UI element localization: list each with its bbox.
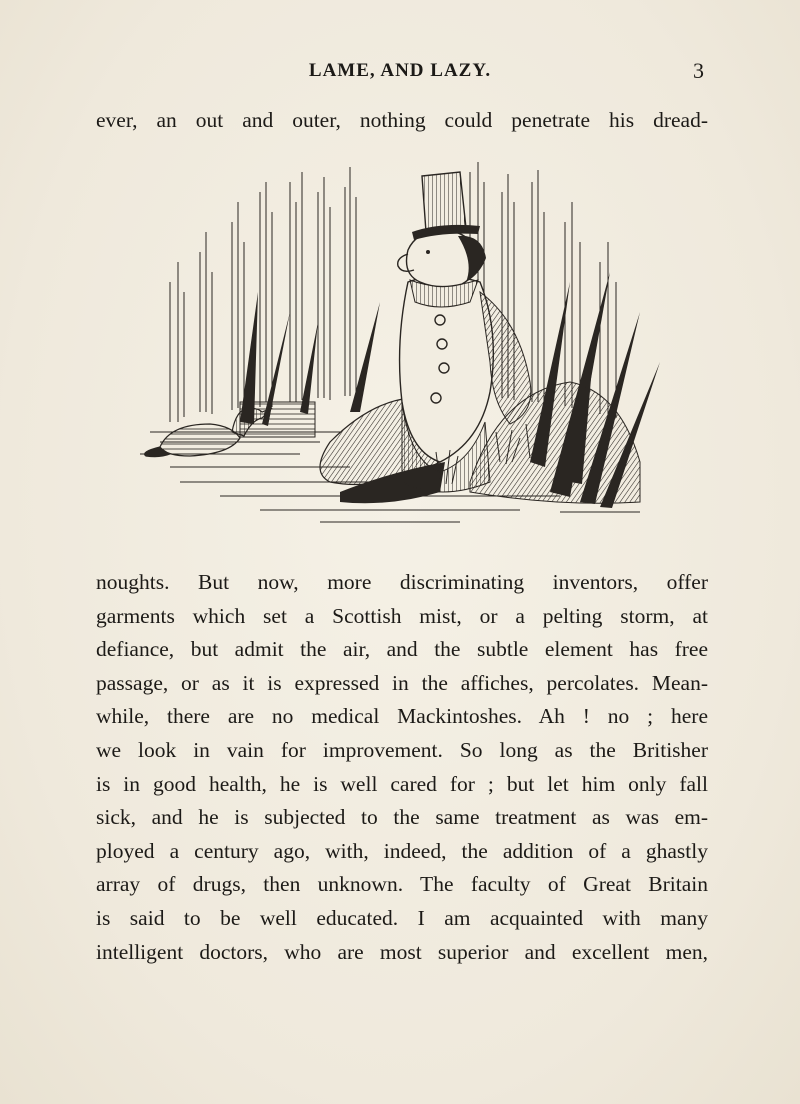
text-line: garments which set a Scottish mist, or a pelting storm, at: [96, 603, 708, 628]
text-line: ployed a century ago, with, indeed, the addition of a ghastly: [96, 838, 708, 863]
paragraph-continuation: [96, 104, 708, 138]
text-line: we look in vain for improvement. So long as the Britisher: [96, 737, 708, 762]
text-line: is said to be well educated. I am acquainted with many: [96, 905, 708, 930]
page-number: 3: [693, 58, 704, 83]
text-line: defiance, but admit the air, and the subtle element has free: [96, 637, 708, 662]
text-line: ever, an out and outer, nothing could penetrate his dread-: [96, 108, 708, 132]
running-title: LAME, AND LAZY.: [308, 60, 492, 81]
text-line: sick, and he is subjected to the same treatment as was em-: [96, 805, 708, 830]
paragraph-body: [96, 566, 708, 969]
running-head: [0, 60, 800, 88]
text-line: noughts. But now, more discriminating inventors, offer: [96, 570, 708, 594]
text-line: is in good health, he is well cared for ; but let him only fall: [96, 771, 708, 796]
text-line: while, there are no medical Mackintoshes. Ah ! no ; here: [96, 704, 708, 729]
text-line: intelligent doctors, who are most superior and excellent men,: [96, 939, 708, 964]
text-line: array of drugs, then unknown. The faculty of Great Britain: [96, 872, 708, 897]
text-line: passage, or as it is expressed in the affiches, percolates. Mean-: [96, 670, 708, 695]
engraving-man-in-top-hat-among-reeds-icon: [140, 162, 670, 542]
